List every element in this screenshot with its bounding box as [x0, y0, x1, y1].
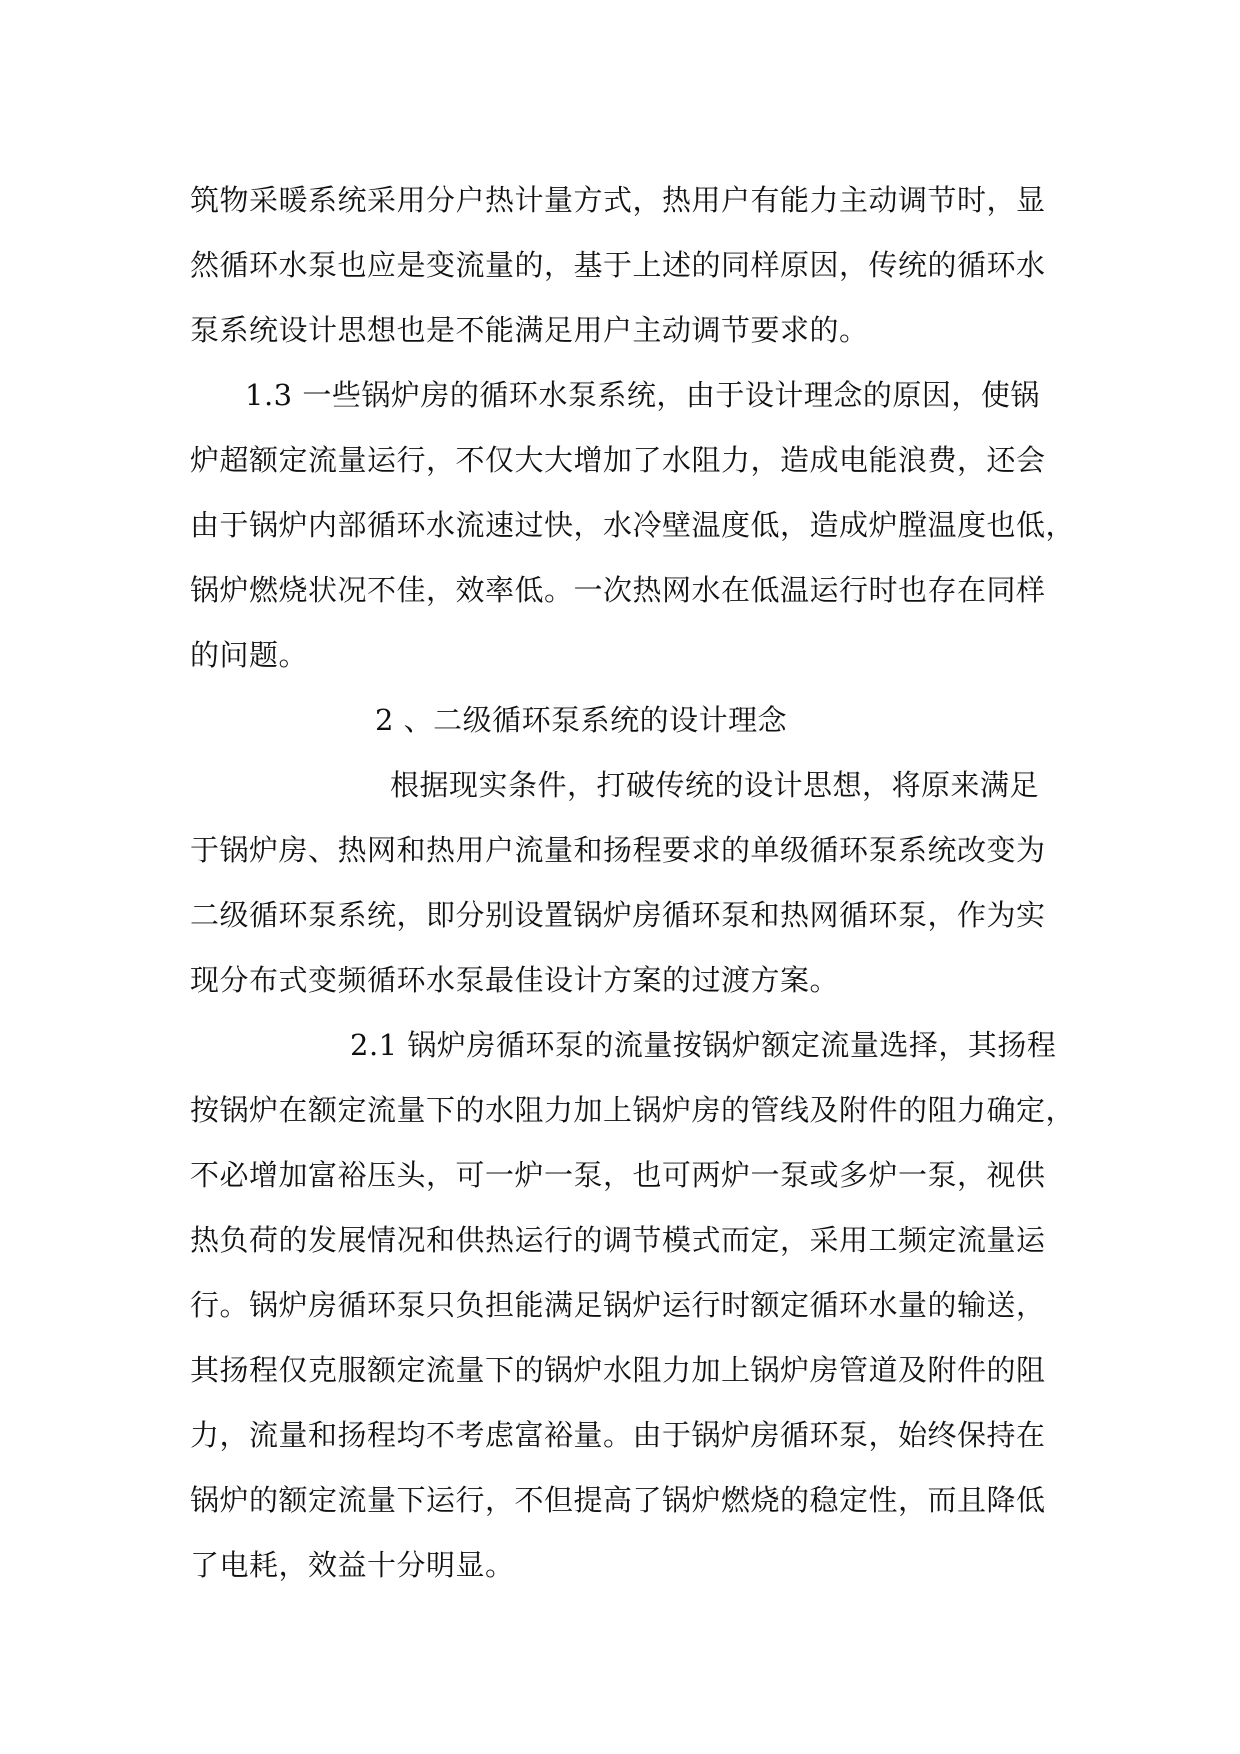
- text-line: 其扬程仅克服额定流量下的锅炉水阻力加上锅炉房管道及附件的阻: [190, 1353, 1046, 1387]
- text-line: 于锅炉房、热网和热用户流量和扬程要求的单级循环泵系统改变为: [190, 833, 1046, 867]
- text-line: 现分布式变频循环水泵最佳设计方案的过渡方案。: [190, 963, 840, 997]
- text-line: 行。锅炉房循环泵只负担能满足锅炉运行时额定循环水量的输送，: [190, 1288, 1046, 1322]
- text-line: 热负荷的发展情况和供热运行的调节模式而定，采用工频定流量运: [190, 1223, 1046, 1257]
- text-line: 了电耗，效益十分明显。: [190, 1548, 515, 1582]
- paragraph-design-concept: [190, 753, 1060, 1013]
- text-line: 的问题。: [190, 638, 309, 672]
- paragraph-heat-metering: [190, 168, 1060, 363]
- text-line: 由于锅炉内部循环水流速过快，水冷壁温度低，造成炉膛温度也低，: [190, 508, 1076, 542]
- text-line: 然循环水泵也应是变流量的，基于上述的同样原因，传统的循环水: [190, 248, 1046, 282]
- document-body: [190, 168, 1076, 1598]
- text-line: 2.1 锅炉房循环泵的流量按锅炉额定流量选择，其扬程: [350, 1028, 1057, 1062]
- text-line: 泵系统设计思想也是不能满足用户主动调节要求的。: [190, 313, 869, 347]
- text-line: 不必增加富裕压头，可一炉一泵，也可两炉一泵或多炉一泵，视供: [190, 1158, 1046, 1192]
- text-line: 按锅炉在额定流量下的水阻力加上锅炉房的管线及附件的阻力确定，: [190, 1093, 1076, 1127]
- text-line: 根据现实条件，打破传统的设计思想，将原来满足: [390, 768, 1040, 802]
- text-line: 炉超额定流量运行，不仅大大增加了水阻力，造成电能浪费，还会: [190, 443, 1046, 477]
- text-line: 1.3 一些锅炉房的循环水泵系统，由于设计理念的原因，使锅: [245, 378, 1040, 412]
- text-line: 力，流量和扬程均不考虑富裕量。由于锅炉房循环泵，始终保持在: [190, 1418, 1046, 1452]
- text-line: 锅炉的额定流量下运行，不但提高了锅炉燃烧的稳定性，而且降低: [190, 1483, 1046, 1517]
- text-line: 锅炉燃烧状况不佳，效率低。一次热网水在低温运行时也存在同样: [190, 573, 1046, 607]
- text-line: 筑物采暖系统采用分户热计量方式，热用户有能力主动调节时，显: [190, 183, 1046, 217]
- paragraph-section-1-3: [190, 363, 1076, 688]
- section-heading-2: 2 、二级循环泵系统的设计理念: [375, 703, 788, 737]
- paragraph-section-2-1: [190, 1013, 1076, 1598]
- text-line: 二级循环泵系统，即分别设置锅炉房循环泵和热网循环泵，作为实: [190, 898, 1046, 932]
